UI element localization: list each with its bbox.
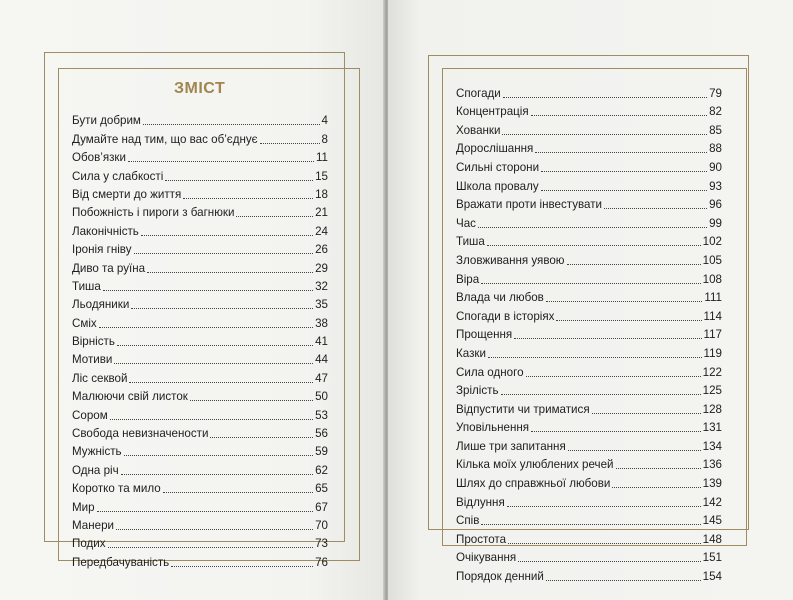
toc-entry — [72, 202, 328, 220]
toc-dot-leader — [592, 413, 701, 414]
toc-dot-leader — [114, 363, 313, 364]
toc-dot-leader — [531, 115, 707, 116]
toc-entry — [456, 156, 722, 175]
toc-page-number: 134 — [702, 439, 722, 453]
toc-page-number: 96 — [709, 198, 722, 212]
toc-page-number: 59 — [315, 445, 328, 459]
toc-page-number: 117 — [703, 328, 722, 342]
toc-dot-leader — [487, 245, 701, 246]
toc-dot-leader — [163, 492, 313, 493]
toc-page-number: 102 — [702, 235, 722, 249]
toc-entry-title: Відлуння — [456, 495, 505, 509]
toc-entry — [72, 441, 328, 459]
toc-entry — [72, 184, 328, 202]
toc-entry-title: Вірність — [72, 335, 115, 349]
toc-entry-title: Мужність — [72, 445, 122, 459]
toc-entry — [72, 276, 328, 294]
toc-entry — [456, 231, 722, 250]
toc-entry-title: Диво та руїна — [72, 261, 146, 275]
toc-page-number: 119 — [703, 346, 722, 360]
toc-dot-leader — [508, 543, 701, 544]
toc-page-number: 99 — [709, 216, 722, 230]
toc-entry-title: Свобода невизначености — [72, 427, 209, 441]
toc-dot-leader — [97, 511, 314, 512]
toc-dot-leader — [556, 320, 701, 321]
toc-entry — [72, 239, 328, 257]
toc-entry-title: Льодяники — [72, 298, 130, 312]
toc-entry — [456, 491, 722, 510]
toc-dot-leader — [236, 216, 313, 217]
toc-entry-title: Концентрація — [456, 105, 529, 119]
toc-entry-title: Школа провалу — [456, 179, 539, 193]
toc-entry-title: Дорослішання — [456, 142, 534, 156]
toc-dot-leader — [129, 382, 313, 383]
toc-entry — [456, 138, 722, 157]
toc-dot-leader — [604, 208, 707, 209]
toc-entry-title: Малюючи свій листок — [72, 390, 188, 404]
toc-entry-title: Сила одного — [456, 365, 524, 379]
toc-entry — [72, 459, 328, 477]
toc-entry — [72, 331, 328, 349]
toc-page-number: 15 — [315, 169, 328, 183]
toc-dot-leader — [117, 345, 313, 346]
toc-entry — [456, 287, 722, 306]
toc-entry-title: Тиша — [456, 235, 485, 249]
toc-entry-title: Вражати проти інвестувати — [456, 198, 603, 212]
toc-entry — [456, 212, 722, 231]
toc-entry — [72, 110, 328, 128]
toc-page-number: 145 — [702, 514, 722, 528]
toc-entry — [72, 312, 328, 330]
toc-page-number: 8 — [321, 132, 328, 146]
toc-entry-title: Казки — [456, 346, 486, 360]
toc-dot-leader — [171, 566, 313, 567]
toc-entry — [72, 165, 328, 183]
toc-dot-leader — [190, 400, 313, 401]
toc-page-number: 88 — [709, 142, 722, 156]
toc-dot-leader — [116, 529, 313, 530]
toc-entry — [456, 417, 722, 436]
toc-entry — [72, 147, 328, 165]
toc-entry-title: Манери — [72, 518, 115, 532]
toc-entry-title: Лаконічність — [72, 224, 139, 238]
toc-entry — [456, 268, 722, 287]
toc-entry-title: Іронія гніву — [72, 243, 132, 257]
toc-dot-leader — [124, 455, 313, 456]
toc-entry — [456, 398, 722, 417]
toc-entry — [456, 547, 722, 566]
toc-entry-title: Хованки — [456, 123, 501, 137]
toc-entry — [72, 367, 328, 385]
toc-entry — [72, 257, 328, 275]
toc-page-number: 85 — [709, 123, 722, 137]
toc-page-number: 108 — [702, 272, 722, 286]
toc-dot-leader — [147, 272, 313, 273]
toc-page-number: 26 — [315, 243, 328, 257]
toc-entry — [72, 294, 328, 312]
toc-page-number: 79 — [709, 86, 722, 100]
toc-dot-leader — [503, 97, 707, 98]
toc-entry — [72, 220, 328, 238]
toc-page-number: 11 — [315, 151, 328, 165]
toc-entry — [456, 249, 722, 268]
toc-dot-leader — [121, 474, 313, 475]
toc-dot-leader — [502, 134, 707, 135]
toc-dot-leader — [541, 190, 707, 191]
toc-page-number: 29 — [315, 261, 328, 275]
toc-dot-leader — [260, 143, 320, 144]
toc-dot-leader — [128, 161, 314, 162]
toc-entry-title: Сором — [72, 408, 108, 422]
toc-page-number: 122 — [702, 365, 722, 379]
toc-dot-leader — [134, 253, 314, 254]
toc-entry — [72, 533, 328, 551]
toc-dot-leader — [131, 308, 313, 309]
toc-page-number: 35 — [315, 298, 328, 312]
toc-entry-title: Мир — [72, 500, 95, 514]
toc-entry-title: Тиша — [72, 279, 101, 293]
toc-dot-leader — [546, 580, 701, 581]
toc-page-number: 44 — [315, 353, 328, 367]
toc-list-left — [72, 110, 328, 570]
toc-dot-leader — [165, 180, 313, 181]
toc-entry — [72, 478, 328, 496]
toc-entry — [456, 361, 722, 380]
toc-page-number: 21 — [315, 206, 328, 220]
toc-page-number: 148 — [702, 532, 722, 546]
toc-entry-title: Лише три запитання — [456, 439, 566, 453]
toc-page-number: 131 — [702, 421, 722, 435]
toc-dot-leader — [183, 198, 313, 199]
toc-page-number: 70 — [315, 518, 328, 532]
toc-page-number: 76 — [315, 555, 328, 569]
toc-page-number: 111 — [704, 291, 722, 305]
left-page — [0, 0, 385, 600]
toc-entry — [456, 119, 722, 138]
toc-dot-leader — [531, 431, 701, 432]
toc-entry-title: Кілька моїх улюблених речей — [456, 458, 614, 472]
toc-entry — [456, 472, 722, 491]
toc-entry-title: Сміх — [72, 316, 97, 330]
toc-entry-title: Думайте над тим, що вас об’єднує — [72, 132, 258, 146]
toc-entry — [456, 380, 722, 399]
toc-page-number: 73 — [315, 537, 328, 551]
toc-entry-title: Побожність і пироги з багнюки — [72, 206, 235, 220]
toc-dot-leader — [546, 301, 703, 302]
toc-entry — [456, 435, 722, 454]
toc-dot-leader — [478, 227, 707, 228]
toc-entry-title: Спогади в історіях — [456, 309, 555, 323]
toc-dot-leader — [481, 524, 700, 525]
toc-page-number: 142 — [702, 495, 722, 509]
toc-page-number: 139 — [702, 477, 722, 491]
toc-dot-leader — [541, 171, 707, 172]
toc-dot-leader — [616, 468, 701, 469]
toc-page-number: 32 — [315, 279, 328, 293]
toc-entry — [72, 423, 328, 441]
toc-dot-leader — [110, 419, 313, 420]
toc-entry-title: Простота — [456, 532, 507, 546]
toc-entry-title: Подих — [72, 537, 106, 551]
toc-entry-title: Від смерти до життя — [72, 187, 182, 201]
toc-entry-title: Очікування — [456, 551, 517, 565]
toc-entry-title: Спів — [456, 514, 480, 528]
toc-page-number: 67 — [315, 500, 328, 514]
toc-title: ЗМІСТ — [174, 80, 226, 97]
toc-dot-leader — [514, 338, 701, 339]
toc-list-right — [456, 82, 722, 584]
toc-entry-title: Бути добрим — [72, 114, 141, 128]
toc-page-number: 154 — [702, 570, 722, 584]
toc-dot-leader — [567, 264, 701, 265]
toc-page-number: 4 — [321, 114, 328, 128]
toc-page-number: 125 — [702, 384, 722, 398]
toc-page-number: 151 — [702, 551, 722, 565]
toc-entry-title: Передбачуваність — [72, 555, 170, 569]
toc-entry-title: Прощення — [456, 328, 513, 342]
toc-page-number: 136 — [702, 458, 722, 472]
toc-entry-title: Порядок денний — [456, 570, 544, 584]
toc-entry-title: Віра — [456, 272, 480, 286]
toc-page-number: 38 — [315, 316, 328, 330]
toc-entry — [72, 386, 328, 404]
toc-entry — [72, 349, 328, 367]
toc-page-number: 53 — [315, 408, 328, 422]
toc-entry-title: Зловживання уявою — [456, 253, 565, 267]
toc-entry — [456, 342, 722, 361]
toc-page-number: 105 — [702, 253, 722, 267]
toc-entry-title: Шлях до справжньої любови — [456, 477, 611, 491]
toc-dot-leader — [141, 235, 313, 236]
toc-entry-title: Відпустити чи триматися — [456, 402, 590, 416]
toc-page-number: 90 — [709, 160, 722, 174]
toc-entry — [456, 82, 722, 101]
toc-entry — [456, 101, 722, 120]
toc-dot-leader — [210, 437, 313, 438]
toc-entry-title: Сильні сторони — [456, 160, 540, 174]
toc-page-number: 93 — [709, 179, 722, 193]
toc-page-number: 65 — [315, 482, 328, 496]
toc-entry — [456, 510, 722, 529]
toc-page-number: 50 — [315, 390, 328, 404]
toc-entry — [456, 565, 722, 584]
toc-page-number: 47 — [315, 371, 328, 385]
toc-page-number: 62 — [315, 463, 328, 477]
toc-dot-leader — [526, 376, 701, 377]
toc-dot-leader — [501, 394, 701, 395]
toc-dot-leader — [518, 561, 700, 562]
toc-entry-title: Сила у слабкості — [72, 169, 164, 183]
toc-entry-title: Спогади — [456, 86, 501, 100]
toc-page-number: 82 — [709, 105, 722, 119]
toc-entry-title: Коротко та мило — [72, 482, 161, 496]
toc-dot-leader — [507, 506, 701, 507]
toc-dot-leader — [108, 547, 314, 548]
toc-dot-leader — [612, 487, 700, 488]
toc-entry-title: Мотиви — [72, 353, 113, 367]
toc-entry-title: Ліс секвой — [72, 371, 128, 385]
toc-entry — [456, 305, 722, 324]
toc-dot-leader — [143, 124, 320, 125]
toc-page-number: 56 — [315, 427, 328, 441]
toc-page-number: 128 — [702, 402, 722, 416]
toc-entry — [456, 528, 722, 547]
toc-entry — [72, 515, 328, 533]
toc-entry-title: Зрілість — [456, 384, 499, 398]
toc-entry — [456, 175, 722, 194]
toc-entry — [72, 404, 328, 422]
toc-entry — [72, 128, 328, 146]
toc-dot-leader — [488, 357, 702, 358]
toc-entry — [72, 496, 328, 514]
toc-page-number: 41 — [315, 335, 328, 349]
toc-page-number: 114 — [703, 309, 722, 323]
toc-entry-title: Обов’язки — [72, 151, 126, 165]
toc-entry — [72, 551, 328, 569]
toc-entry-title: Час — [456, 216, 476, 230]
toc-entry-title: Влада чи любов — [456, 291, 544, 305]
toc-entry-title: Уповільнення — [456, 421, 530, 435]
toc-dot-leader — [568, 450, 701, 451]
toc-entry — [456, 324, 722, 343]
toc-dot-leader — [481, 283, 700, 284]
toc-entry — [456, 194, 722, 213]
toc-page-number: 24 — [315, 224, 328, 238]
toc-page-number: 18 — [315, 187, 328, 201]
toc-dot-leader — [535, 152, 707, 153]
toc-entry — [456, 454, 722, 473]
toc-dot-leader — [99, 327, 313, 328]
toc-dot-leader — [103, 290, 313, 291]
toc-entry-title: Одна річ — [72, 463, 119, 477]
